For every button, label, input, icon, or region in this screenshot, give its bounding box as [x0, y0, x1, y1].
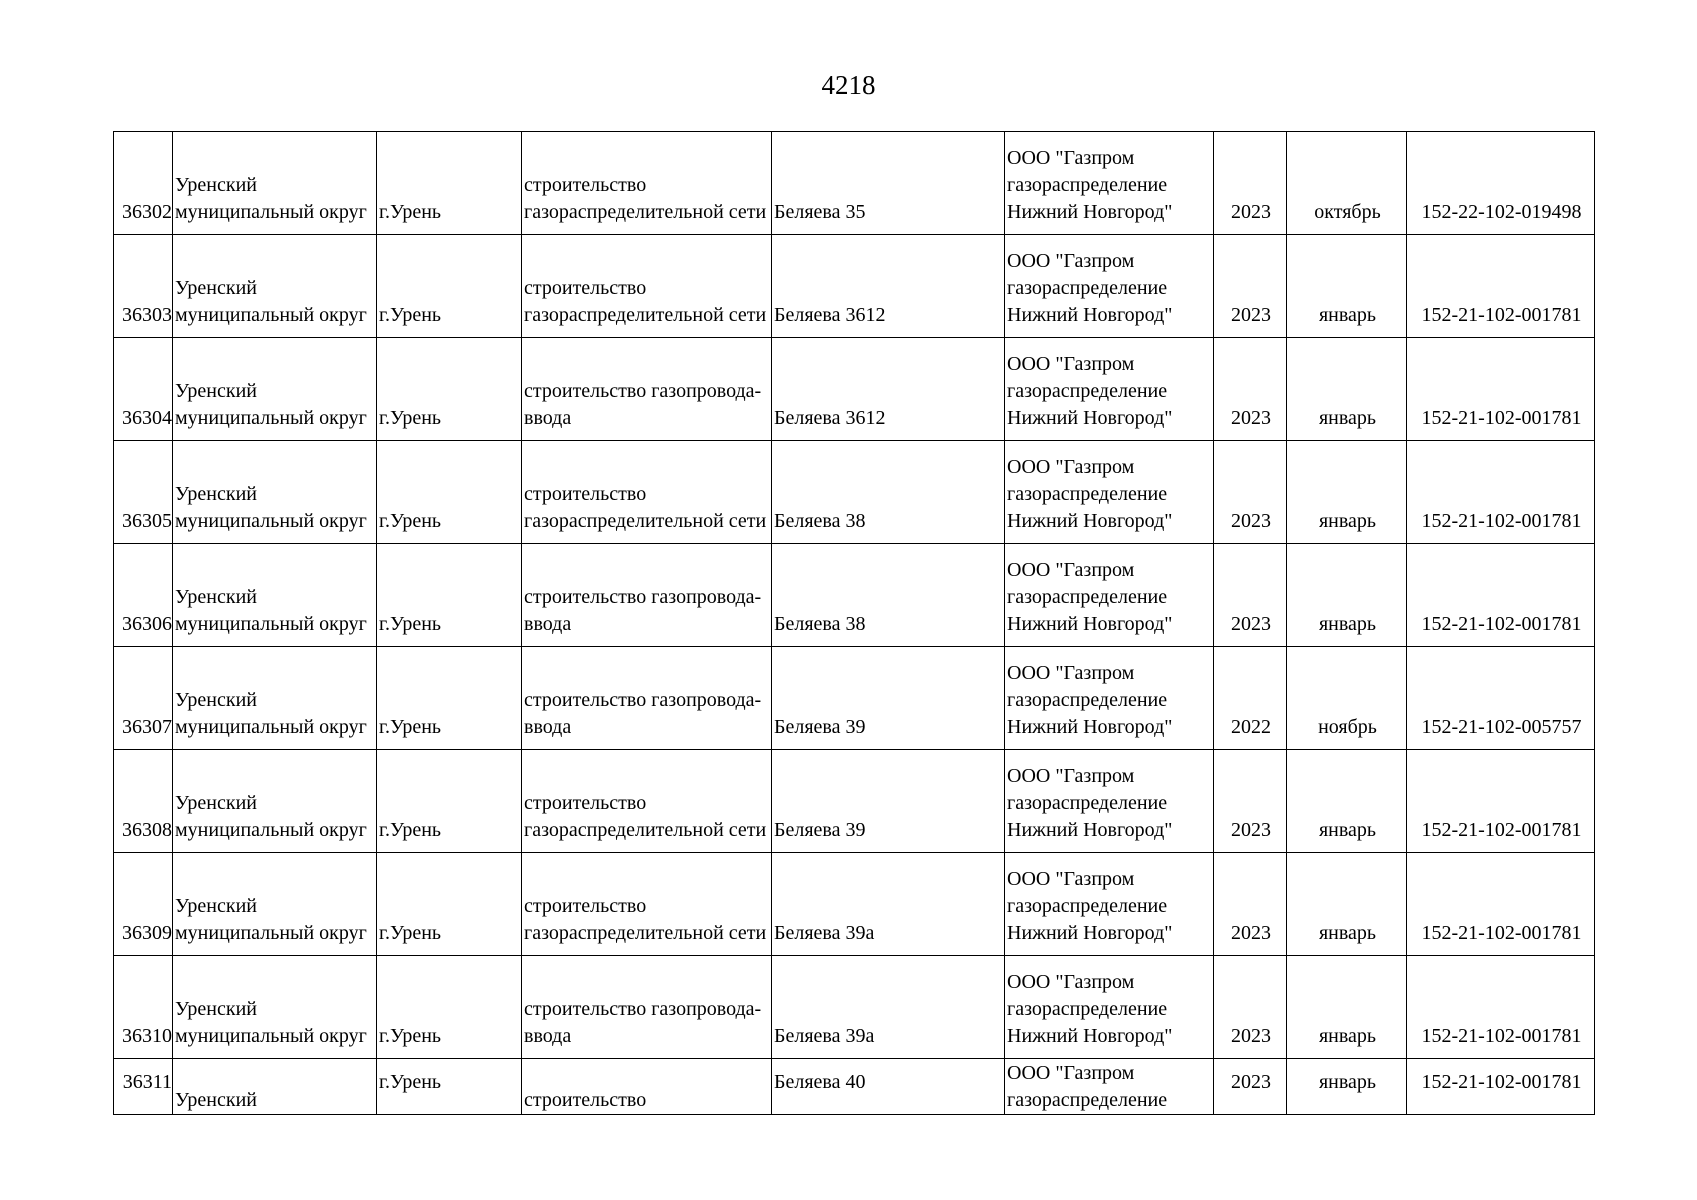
code-cell: 152-21-102-001781	[1407, 338, 1595, 441]
org-line: ООО "Газпром	[1007, 456, 1135, 478]
year-cell: 2023	[1214, 750, 1287, 853]
district-line: Уренский	[175, 895, 257, 917]
district-cell	[173, 544, 377, 647]
year-cell: 2023	[1214, 1059, 1287, 1115]
address-cell: Беляева 39	[772, 750, 1005, 853]
address-cell: Беляева 3612	[772, 235, 1005, 338]
org-line: Нижний Новгород"	[1007, 613, 1173, 635]
locality-cell: г.Урень	[377, 1059, 522, 1115]
district-line: Уренский	[175, 586, 257, 608]
code-cell: 152-21-102-001781	[1407, 750, 1595, 853]
organization-cell	[1005, 956, 1214, 1059]
year-cell: 2023	[1214, 956, 1287, 1059]
table-row	[114, 132, 1595, 235]
work-line: газораспределительной сети	[524, 510, 767, 532]
locality-cell: г.Урень	[377, 647, 522, 750]
org-line: ООО "Газпром	[1007, 559, 1135, 581]
work-line: газораспределительной сети	[524, 304, 767, 326]
month-cell: январь	[1287, 544, 1407, 647]
district-cell	[173, 235, 377, 338]
district-line: Уренский	[175, 380, 257, 402]
locality-cell: г.Урень	[377, 132, 522, 235]
org-line: ООО "Газпром	[1007, 765, 1135, 787]
organization-cell	[1005, 338, 1214, 441]
table-row	[114, 956, 1595, 1059]
org-line: Нижний Новгород"	[1007, 510, 1173, 532]
code-cell: 152-21-102-001781	[1407, 441, 1595, 544]
locality-cell: г.Урень	[377, 441, 522, 544]
address-cell: Беляева 39	[772, 647, 1005, 750]
org-line: ООО "Газпром	[1007, 868, 1135, 890]
code-cell: 152-22-102-019498	[1407, 132, 1595, 235]
org-line: Нижний Новгород"	[1007, 407, 1173, 429]
record-number: 36303	[114, 235, 173, 338]
locality-cell: г.Урень	[377, 544, 522, 647]
work-line: строительство газопровода-	[524, 998, 762, 1020]
address-cell: Беляева 38	[772, 441, 1005, 544]
organization-cell	[1005, 441, 1214, 544]
locality-cell: г.Урень	[377, 750, 522, 853]
address-cell: Беляева 3612	[772, 338, 1005, 441]
org-line: ООО "Газпром	[1007, 662, 1135, 684]
code-cell: 152-21-102-001781	[1407, 853, 1595, 956]
code-cell: 152-21-102-001781	[1407, 956, 1595, 1059]
address-cell: Беляева 35	[772, 132, 1005, 235]
year-cell: 2023	[1214, 338, 1287, 441]
year-cell: 2023	[1214, 544, 1287, 647]
locality-cell: г.Урень	[377, 956, 522, 1059]
district-cell	[173, 132, 377, 235]
district-line: муниципальный округ	[175, 201, 367, 223]
work-line: ввода	[524, 407, 572, 429]
address-cell: Беляева 39а	[772, 956, 1005, 1059]
year-cell: 2022	[1214, 647, 1287, 750]
code-cell: 152-21-102-001781	[1407, 544, 1595, 647]
code-cell: 152-21-102-001781	[1407, 1059, 1595, 1115]
work-line: газораспределительной сети	[524, 922, 767, 944]
record-number: 36307	[114, 647, 173, 750]
org-line: газораспределение	[1007, 689, 1168, 711]
district-line: муниципальный округ	[175, 510, 367, 532]
district-line: муниципальный округ	[175, 613, 367, 635]
work-type-cell	[522, 647, 772, 750]
district-line: муниципальный округ	[175, 819, 367, 841]
work-type-cell: строительство	[522, 1059, 772, 1115]
org-line: газораспределение	[1007, 895, 1168, 917]
year-cell: 2023	[1214, 441, 1287, 544]
district-cell	[173, 750, 377, 853]
work-type-cell	[522, 544, 772, 647]
organization-cell	[1005, 132, 1214, 235]
record-number: 36309	[114, 853, 173, 956]
table-row	[114, 441, 1595, 544]
table-row	[114, 235, 1595, 338]
organization-cell	[1005, 235, 1214, 338]
month-cell: январь	[1287, 853, 1407, 956]
month-cell: январь	[1287, 750, 1407, 853]
work-line: строительство	[524, 277, 647, 299]
month-cell: январь	[1287, 235, 1407, 338]
district-line: муниципальный округ	[175, 407, 367, 429]
address-cell: Беляева 39а	[772, 853, 1005, 956]
org-line: ООО "Газпром	[1007, 147, 1135, 169]
org-line: газораспределение	[1007, 998, 1168, 1020]
record-number: 36308	[114, 750, 173, 853]
organization-cell	[1005, 853, 1214, 956]
district-line: Уренский	[175, 174, 257, 196]
org-line: газораспределение	[1007, 1089, 1168, 1111]
record-number: 36302	[114, 132, 173, 235]
year-cell: 2023	[1214, 235, 1287, 338]
org-line: газораспределение	[1007, 483, 1168, 505]
address-cell: Беляева 40	[772, 1059, 1005, 1115]
record-number: 36305	[114, 441, 173, 544]
address-cell: Беляева 38	[772, 544, 1005, 647]
code-cell: 152-21-102-005757	[1407, 647, 1595, 750]
district-line: муниципальный округ	[175, 1025, 367, 1047]
record-number: 36306	[114, 544, 173, 647]
org-line: Нижний Новгород"	[1007, 716, 1173, 738]
work-type-cell	[522, 132, 772, 235]
organization-cell	[1005, 750, 1214, 853]
table-body	[114, 132, 1595, 1115]
district-line: Уренский	[175, 998, 257, 1020]
district-line: Уренский	[175, 689, 257, 711]
district-cell: Уренский	[173, 1059, 377, 1115]
month-cell: январь	[1287, 956, 1407, 1059]
district-cell	[173, 956, 377, 1059]
record-number: 36304	[114, 338, 173, 441]
org-line: газораспределение	[1007, 380, 1168, 402]
org-line: газораспределение	[1007, 277, 1168, 299]
work-line: ввода	[524, 1025, 572, 1047]
org-line: Нижний Новгород"	[1007, 922, 1173, 944]
organization-cell	[1005, 1059, 1214, 1115]
district-line: муниципальный округ	[175, 716, 367, 738]
org-line: ООО "Газпром	[1007, 250, 1135, 272]
locality-cell: г.Урень	[377, 853, 522, 956]
district-line: Уренский	[175, 277, 257, 299]
table-row	[114, 853, 1595, 956]
district-line: Уренский	[175, 792, 257, 814]
table-row	[114, 338, 1595, 441]
record-number: 36311	[114, 1059, 173, 1115]
year-cell: 2023	[1214, 132, 1287, 235]
org-line: газораспределение	[1007, 792, 1168, 814]
org-line: Нижний Новгород"	[1007, 201, 1173, 223]
district-cell	[173, 853, 377, 956]
table-row	[114, 750, 1595, 853]
work-line: строительство	[524, 792, 647, 814]
code-cell: 152-21-102-001781	[1407, 235, 1595, 338]
organization-cell	[1005, 647, 1214, 750]
org-line: Нижний Новгород"	[1007, 1025, 1173, 1047]
work-line: строительство газопровода-	[524, 689, 762, 711]
table-row-partial	[114, 1059, 1595, 1115]
table-row	[114, 647, 1595, 750]
district-cell	[173, 338, 377, 441]
work-type-cell	[522, 853, 772, 956]
year-cell: 2023	[1214, 853, 1287, 956]
record-number: 36310	[114, 956, 173, 1059]
org-line: ООО "Газпром	[1007, 971, 1135, 993]
district-line: Уренский	[175, 483, 257, 505]
registry-table	[113, 131, 1595, 1115]
district-line: муниципальный округ	[175, 922, 367, 944]
work-line: строительство	[524, 483, 647, 505]
work-line: строительство	[524, 895, 647, 917]
month-cell: январь	[1287, 1059, 1407, 1115]
org-line: Нижний Новгород"	[1007, 304, 1173, 326]
work-line: строительство газопровода-	[524, 586, 762, 608]
month-cell: январь	[1287, 441, 1407, 544]
work-line: газораспределительной сети	[524, 201, 767, 223]
work-line: газораспределительной сети	[524, 819, 767, 841]
locality-cell: г.Урень	[377, 235, 522, 338]
work-type-cell	[522, 750, 772, 853]
org-line: ООО "Газпром	[1007, 1062, 1135, 1084]
month-cell: ноябрь	[1287, 647, 1407, 750]
work-line: строительство	[524, 174, 647, 196]
work-type-cell	[522, 956, 772, 1059]
work-line: строительство газопровода-	[524, 380, 762, 402]
work-line: ввода	[524, 613, 572, 635]
month-cell: октябрь	[1287, 132, 1407, 235]
district-cell	[173, 441, 377, 544]
page-number: 4218	[821, 70, 876, 100]
org-line: ООО "Газпром	[1007, 353, 1135, 375]
org-line: Нижний Новгород"	[1007, 819, 1173, 841]
table-row	[114, 544, 1595, 647]
org-line: газораспределение	[1007, 174, 1168, 196]
work-type-cell	[522, 338, 772, 441]
district-line: муниципальный округ	[175, 304, 367, 326]
work-type-cell	[522, 441, 772, 544]
organization-cell	[1005, 544, 1214, 647]
month-cell: январь	[1287, 338, 1407, 441]
locality-cell: г.Урень	[377, 338, 522, 441]
district-cell	[173, 647, 377, 750]
org-line: газораспределение	[1007, 586, 1168, 608]
work-type-cell	[522, 235, 772, 338]
work-line: ввода	[524, 716, 572, 738]
